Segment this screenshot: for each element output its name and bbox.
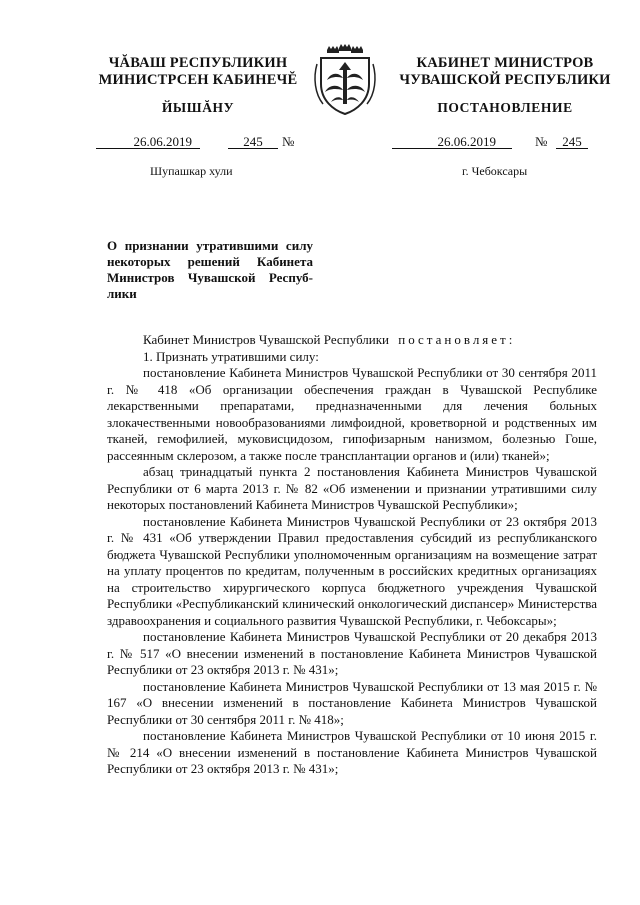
right-place: г. Чебоксары: [462, 164, 528, 178]
right-date-underline: [392, 148, 512, 149]
header-right-doc-type: ПОСТАНОВЛЕНИЕ: [437, 100, 573, 115]
left-place: Шупашкар хули: [150, 164, 233, 178]
right-date: 26.06.2019: [437, 134, 496, 149]
intro-verb: постановляет:: [398, 332, 516, 347]
list-item: абзац тринадцатый пункта 2 постановления Кабинета Министров Чувашской Республики от 6 марта 2013 г. № 82 «Об изменении и признании утратившими силу некоторых постановлений Кабинета Министров Чувашской Республики»;: [107, 464, 597, 512]
header-right-line2: ЧУВАШСКОЙ РЕСПУБЛИКИ: [399, 72, 611, 88]
intro-prefix: Кабинет Министров Чувашской Республики: [143, 332, 389, 347]
header-left-line1: ЧĂВАШ РЕСПУБЛИКИН: [108, 55, 288, 71]
right-number: 245: [562, 134, 582, 149]
list-item: постановление Кабинета Министров Чувашской Республики от 23 октября 2013 г. № 431 «Об утверждении Правил предоставления субсидий из республиканского бюджета Чувашской Республики уполномоченным организациям на возмещение затрат на уплату процентов по кредитам, полученным в российских кредитных организациях на строительство хирургического корпуса бюджетного учреждения Чувашской Республики «Республиканский клинический онкологический диспансер» Министерства здравоохранения и социального развития Чувашской Республики, г. Чебоксары»;: [107, 513, 597, 628]
list-item: постановление Кабинета Министров Чувашской Республики от 20 декабря 2013 г. № 517 «О внесении изменений в постановление Кабинета Министров Чувашской Республики от 23 октября 2013 г. № 431»;: [107, 629, 597, 677]
document-body: [107, 332, 597, 778]
point-1: 1. Признать утратившими силу:: [143, 348, 319, 364]
left-date: 26.06.2019: [133, 134, 192, 149]
list-item: постановление Кабинета Министров Чувашской Республики от 13 мая 2015 г. № 167 «О внесении изменений в постановление Кабинета Министров Чувашской Республики от 30 сентября 2011 г. № 418»;: [107, 678, 597, 727]
header-right-line1: КАБИНЕТ МИНИСТРОВ: [416, 55, 594, 71]
right-number-sign: №: [535, 134, 548, 149]
list-item: постановление Кабинета Министров Чувашской Республики от 10 июня 2015 г. № 214 «О внесении изменений в постановление Кабинета Министров Чувашской Республики от 23 октября 2013 г. № 431»;: [107, 728, 597, 776]
header-left-line2: МИНИСТРСЕН КАБИНЕЧĔ: [98, 72, 298, 88]
right-date-field: [392, 134, 512, 149]
left-number-sign: №: [282, 134, 295, 149]
intro-paragraph: [107, 332, 597, 349]
left-number-underline: [228, 148, 278, 149]
header-left-doc-type: ЙЫШĂНУ: [161, 100, 235, 115]
left-date-underline: [96, 148, 200, 149]
right-number-underline: [556, 148, 588, 149]
document-title: О признании утратившими силу некоторых решений Кабинета Министров Чувашской Республики: [107, 238, 313, 301]
left-number: 245: [243, 134, 263, 149]
coat-of-arms-emblem: [313, 44, 377, 118]
list-item: постановление Кабинета Министров Чувашской Республики от 30 сентября 2011 г. № 418 «Об организации обеспечения граждан в Чувашской Республике лекарственными препаратами, предназначенными для лечения больных злокачественными новообразованиями лимфоидной, кроветворной и родственных им тканей, гемофилией, муковисцидозом, гипофизарным нанизмом, болезнью Гоше, рассеянным склерозом, а также после трансплантации органов и (или) тканей»;: [107, 365, 597, 463]
left-date-field: [96, 134, 200, 149]
